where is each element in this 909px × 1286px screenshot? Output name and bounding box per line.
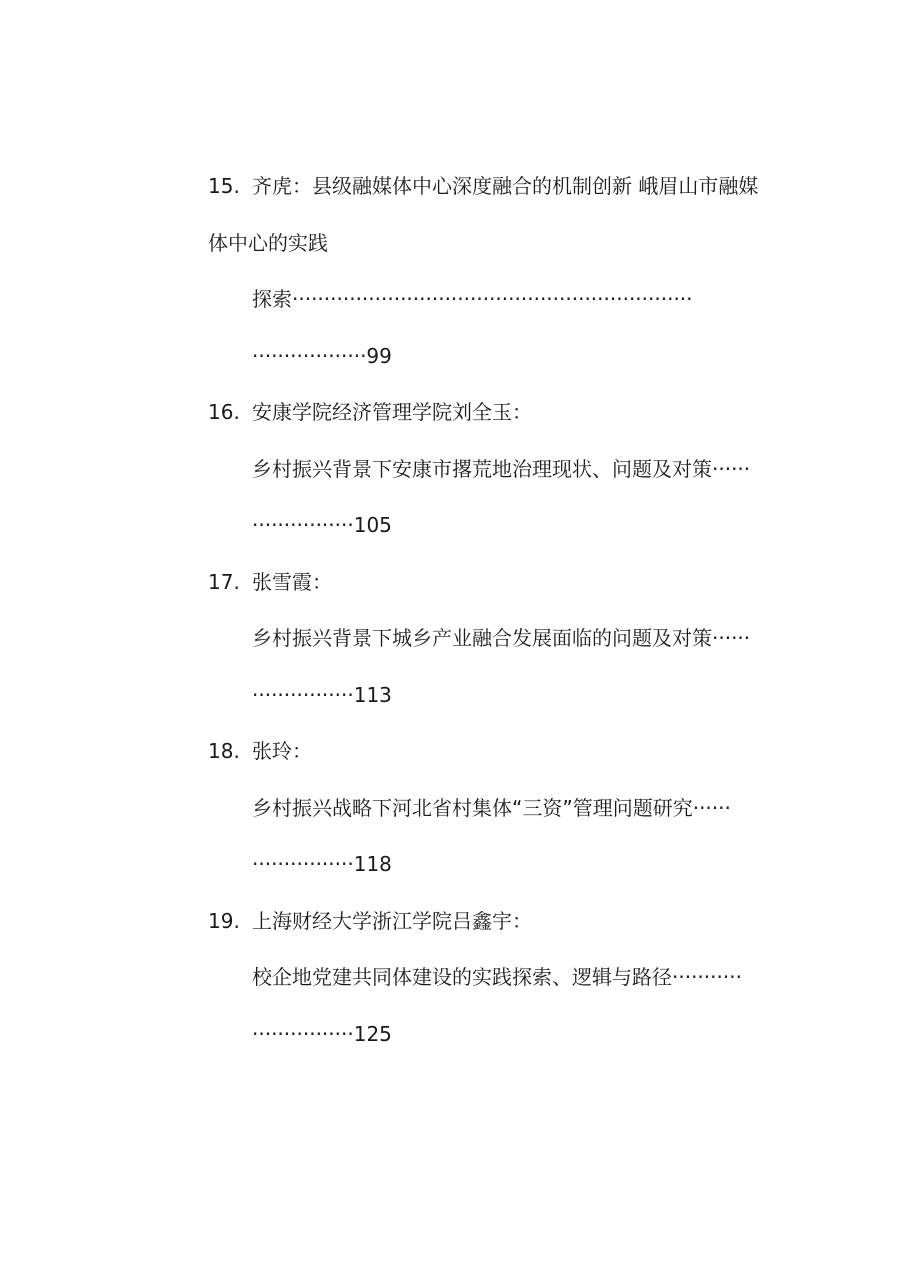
toc-entry-19-subtitle: 校企地党建共同体建设的实践探索、逻辑与路径··········· — [252, 965, 742, 989]
toc-entry-15-subtitle: 探索······························································· — [252, 287, 693, 311]
entry-title: 张雪霞： — [252, 570, 332, 594]
toc-entry-15-page: ··················99 — [252, 344, 392, 368]
entry-title: 安康学院经济管理学院刘全玉： — [252, 400, 532, 424]
toc-entry-15-heading — [208, 172, 758, 200]
toc-entry-16-page: ················105 — [252, 513, 392, 537]
toc-entry-17-subtitle: 乡村振兴背景下城乡产业融合发展面临的问题及对策······ — [252, 626, 751, 650]
entry-number: 17. — [208, 570, 240, 594]
toc-entry-19-page: ················125 — [252, 1022, 392, 1046]
entry-title: 张玲： — [252, 739, 312, 763]
entry-number: 18. — [208, 739, 240, 763]
toc-entry-18-subtitle: 乡村振兴战略下河北省村集体“三资”管理问题研究······ — [252, 796, 731, 820]
toc-entry-17-page: ················113 — [252, 683, 392, 707]
entry-number: 19. — [208, 909, 240, 933]
toc-entry-15-title-continued: 体中心的实践 — [208, 231, 328, 255]
toc-entry-17-heading — [208, 568, 332, 596]
toc-entry-18-page: ················118 — [252, 852, 392, 876]
toc-entry-16-subtitle: 乡村振兴背景下安康市撂荒地治理现状、问题及对策······ — [252, 457, 751, 481]
entry-title: 上海财经大学浙江学院吕鑫宇： — [252, 909, 532, 933]
toc-entry-16-heading — [208, 398, 532, 426]
toc-entry-18-heading — [208, 737, 312, 765]
toc-entry-19-heading — [208, 907, 532, 935]
entry-title: 齐虎：县级融媒体中心深度融合的机制创新 峨眉山市融媒 — [252, 174, 759, 198]
entry-number: 15. — [208, 174, 240, 198]
entry-number: 16. — [208, 400, 240, 424]
